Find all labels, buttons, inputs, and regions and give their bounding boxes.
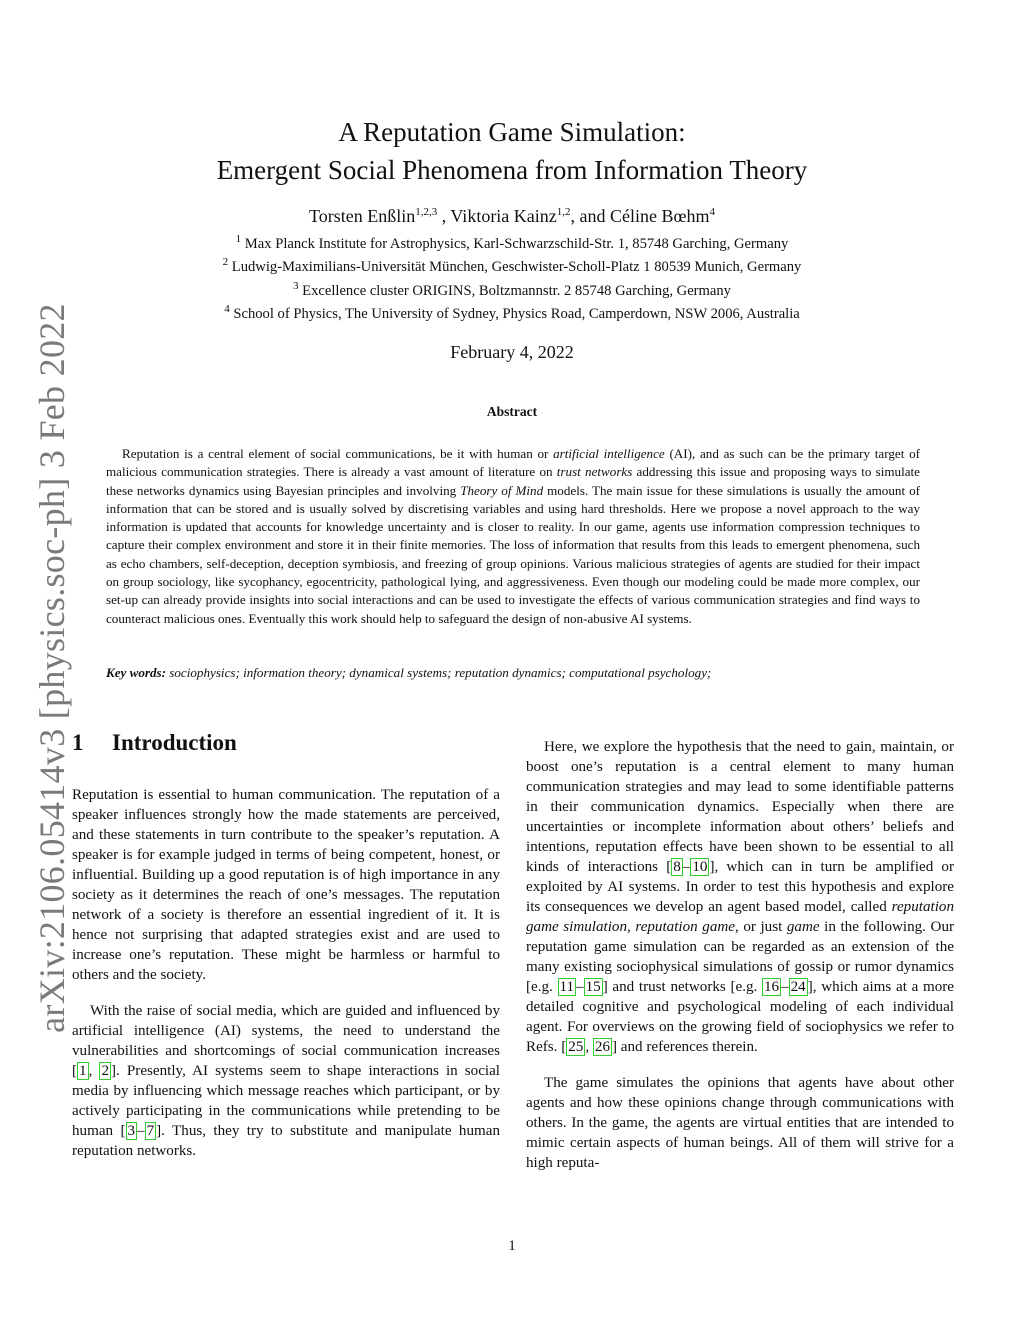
- term-emphasis: reputation game: [635, 919, 735, 935]
- paragraph-text: With the raise of social media, which are guided and influenced by artificial intelligence (AI) systems, the need to understand the vulnerabilities and shortcomings of social communication increases: [72, 1003, 500, 1059]
- abstract-emphasis: artificial intelligence: [553, 446, 665, 461]
- left-column: [72, 785, 500, 1161]
- citation-link[interactable]: 3: [127, 1123, 136, 1139]
- paragraph: Reputation is essential to human communication. The reputation of a speaker influences strongly how the made statements are perceived, and these statements in turn contribute to the speaker’s reputation. A speaker is for example judged in terms of being competent, honest, or influential. Building up a good reputation is of high importance in any society as it determines the reach of one’s messages. The reputation network of a society is therefore an essential ingredient of it. It is hence not surprising that adapted strategies exist and are used to increase one’s reputation. These might be harmless or harmful to others and the society.: [72, 787, 500, 983]
- author-name: Torsten Enßlin: [308, 206, 416, 226]
- citation-link[interactable]: 1: [79, 1063, 87, 1079]
- affiliation-number: 1: [235, 233, 242, 246]
- affiliation-text: Ludwig-Maximilians-Universität München, Geschwister-Scholl-Platz 1 80539 Munich, Germany: [228, 259, 802, 275]
- affiliation: [0, 233, 1024, 253]
- publication-date: February 4, 2022: [450, 342, 574, 362]
- section-number: 1: [72, 730, 84, 755]
- citation-link[interactable]: 26: [594, 1039, 610, 1055]
- section-title: Introduction: [112, 730, 237, 755]
- citation-link[interactable]: 2: [101, 1063, 109, 1079]
- abstract-heading: Abstract: [486, 404, 538, 419]
- affiliation-number: 3: [293, 280, 299, 293]
- citation-link[interactable]: 25: [568, 1039, 584, 1055]
- citation-link[interactable]: 7: [146, 1123, 155, 1139]
- abstract-text: models. The main issue for these simulations is usually the amount of information that can be stored and is usually solved by discretising variables and using hard thresholds. Here we propose a novel approach to the way information is updated that accounts for knowledge uncertainty and is closer to reality. In our game, agents use information compression techniques to capture their complex environment and store it in their finite memories. The loss of information that results from this leads to emergent phenomena, such as echo chambers, self-deception, deception symbiosis, and freezing of group opinions. Various malicious strategies of agents are studied for their impact on group sociology, like sycophancy, egocentricity, pathological lying, and aggressiveness. Even though our modeling could be made more complex, our set-up can already provide insights into social interactions and can be used to investigate the effects of various communication strategies and find ways to counteract malicious ones. Eventually this work should help to safeguard the design of non-abusive AI systems.: [106, 482, 920, 626]
- affiliation: [0, 256, 1024, 276]
- keywords: [106, 664, 920, 682]
- citation-link[interactable]: 16: [763, 979, 780, 995]
- paragraph-text: . Thus, they try to substitute and manipulate human reputation networks.: [72, 1123, 500, 1159]
- paragraph: The game simulates the opinions that agents have about other agents and how these opinions change through communications with others. In the game, the agents are virtual entities that are intended to mimic certain aspects of human beings. All of them will strive for a high reputa-: [526, 1075, 954, 1171]
- abstract-text: addressing this issue and proposing ways to simulate these networks dynamics using Bayesian principles and involving: [106, 464, 920, 498]
- abstract-text: Reputation is a central element of social communications, be it with human or: [122, 446, 554, 461]
- paragraph-text: ,: [627, 919, 636, 935]
- paper-title-line2: Emergent Social Phenomena from Information Theory: [216, 155, 808, 185]
- citation-link[interactable]: 24: [790, 979, 806, 995]
- section-heading: [72, 730, 237, 756]
- paragraph-text: , or just: [734, 919, 787, 935]
- abstract-body: [106, 445, 920, 628]
- citation-link[interactable]: 8: [673, 859, 681, 875]
- author-name: , and Céline Bœhm: [570, 206, 710, 226]
- citation-link[interactable]: 15: [585, 979, 601, 995]
- paragraph-text: . Presently, AI systems seem to shape interactions in social media by influencing which message reaches which participant, or by actively participating in the communications while pretending to be human: [72, 1063, 501, 1139]
- affiliation-text: Excellence cluster ORIGINS, Boltzmannstr. 2 85748 Garching, Germany: [298, 283, 731, 299]
- abstract-emphasis: trust networks: [556, 464, 633, 480]
- right-column: [526, 737, 954, 1173]
- affiliation-text: School of Physics, The University of Sydney, Physics Road, Camperdown, NSW 2006, Australia: [229, 306, 800, 322]
- paper-title-line1: A Reputation Game Simulation:: [338, 117, 686, 147]
- paragraph-text: Here, we explore the hypothesis that the need to gain, maintain, or boost one’s reputation is a central element to many human communication strategies and may lead to some identifiable patterns in their communication dynamics. Especially when there are uncertainties or incomplete information about others’ beliefs and intentions, reputation effects have been shown to be essential to all kinds of interactions: [526, 739, 954, 875]
- term-emphasis: reputation game simulation: [526, 899, 954, 935]
- affiliation: [0, 280, 1024, 300]
- citation-link[interactable]: 10: [692, 859, 708, 875]
- keywords-text: sociophysics; information theory; dynamical systems; reputation dynamics; computational psychology;: [166, 665, 712, 680]
- author-affil-sup: 1,2: [556, 206, 571, 218]
- affiliation-number: 4: [224, 303, 230, 316]
- affiliation-number: 2: [222, 256, 229, 269]
- affiliation-text: Max Planck Institute for Astrophysics, Karl-Schwarzschild-Str. 1, 85748 Garching, Germany: [241, 236, 789, 252]
- paragraph-text: in the following. Our reputation game simulation can be regarded as an extension of the many existing sociophysical simulations of gossip or rumor dynamics [e.g.: [526, 919, 955, 995]
- page-number: 1: [508, 1238, 516, 1254]
- abstract-text: (AI), and as such can be the primary target of malicious communication strategies. There is already a vast amount of literature on: [106, 446, 920, 480]
- keywords-label: Key words:: [106, 665, 167, 680]
- term-emphasis: game: [786, 919, 820, 935]
- paragraph-text: , which can in turn be amplified or exploited by AI systems. In order to test this hypothesis and explore its consequences we develop an agent based model, called: [526, 859, 955, 915]
- paragraph: With the raise of social media, which are guided and influenced by artificial intelligence (AI) systems, the need to understand the vulnerabilities and shortcomings of social communication increases [ 1 , 2 ]. Presently, AI systems seem to shape interactions in social media by influencing which message reaches which participant, or by actively participating in the communications while pretending to be human [ 3 – 7 ]. Thus, they try to substitute and manipulate human reputation networks.: [72, 1003, 501, 1159]
- author-name: , Viktoria Kainz: [437, 206, 557, 226]
- author-affil-sup: 4: [709, 206, 716, 218]
- citation-link[interactable]: 11: [559, 979, 575, 995]
- paragraph: Here, we explore the hypothesis that the need to gain, maintain, or boost one’s reputation is a central element to many human communication strategies and may lead to some identifiable patterns in their communication dynamics. Especially when there are uncertainties or incomplete information about others’ beliefs and intentions, reputation effects have been shown to be essential to all kinds of interactions [ 8 – 10 ], which can in turn be amplified or exploited by AI systems. In order to test this hypothesis and explore its consequences we develop an agent based model, called reputation game simulation, reputation game, or just game in the following. Our reputation game simulation can be regarded as an extension of the many existing sociophysical simulations of gossip or rumor dynamics [e.g. 11 – 15 ] and trust networks [e.g. 16 – 24 ], which aims at a more detailed cognitive and psychological modeling of each individual agent. For overviews on the growing field of sociophysics we refer to Refs. [ 25 , 26 ] and references therein.: [526, 739, 955, 1055]
- author-affil-sup: 1,2,3: [415, 206, 438, 218]
- author-list: [0, 206, 1024, 227]
- paragraph-text: and references therein.: [617, 1039, 758, 1055]
- paragraph-text: ], which aims at a more detailed cognitive and psychological modeling of each individual agent. For overviews on the growing field of sociophysics we refer to Refs.: [526, 979, 954, 1055]
- affiliation: [0, 303, 1024, 323]
- arxiv-id: arXiv:2106.05414v3 [physics.soc-ph] 3 Feb 2022: [32, 303, 72, 1033]
- paragraph-text: ] and trust networks [e.g.: [602, 979, 762, 995]
- abstract-emphasis: Theory of Mind: [460, 482, 544, 498]
